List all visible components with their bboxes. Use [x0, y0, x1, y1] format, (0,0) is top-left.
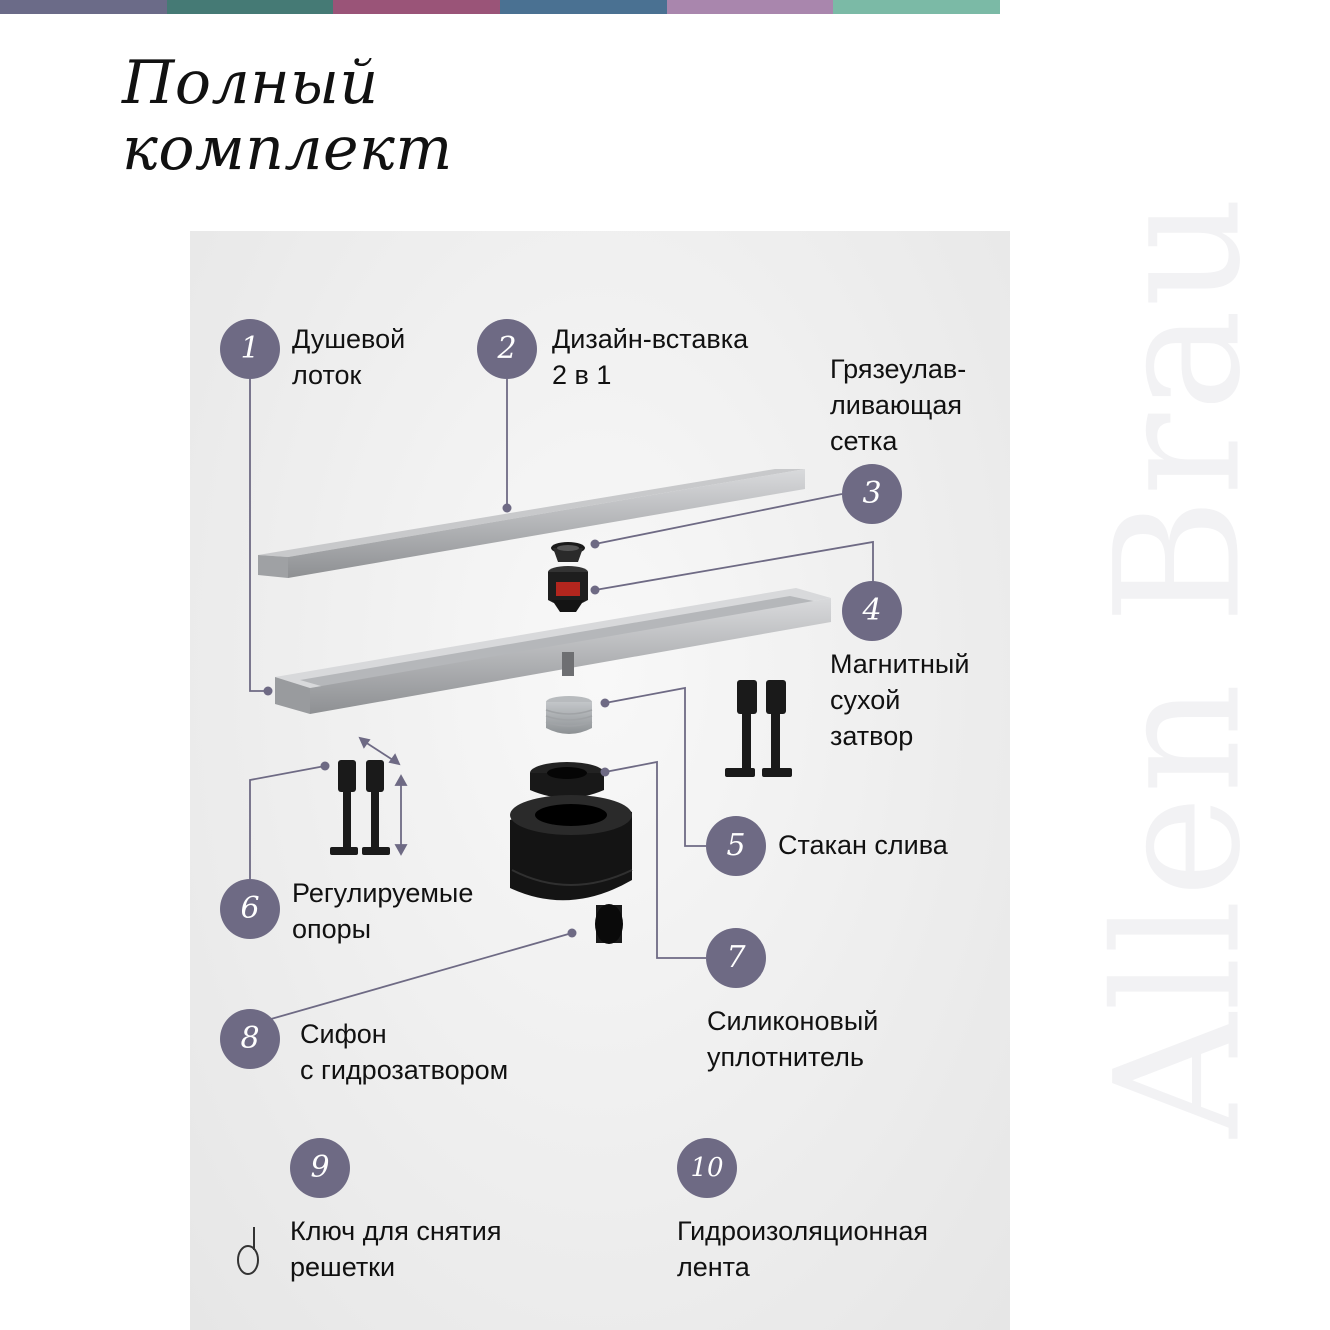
design-insert [258, 469, 805, 578]
label-line: лента [677, 1252, 750, 1282]
label-line: ливающая [830, 390, 962, 420]
label-magnetic-seal [830, 646, 969, 754]
badge-8: 8 [220, 1009, 280, 1069]
grate-key [238, 1227, 258, 1274]
badge-2: 2 [477, 319, 537, 379]
label-grate-key [290, 1213, 501, 1285]
label-line: с гидрозатвором [300, 1055, 509, 1085]
label-line: опоры [292, 914, 372, 944]
dirt-trap-mesh [551, 542, 585, 562]
drain-cup [546, 696, 592, 734]
label-drain-cup [778, 827, 948, 863]
label-line: лоток [292, 360, 362, 390]
label-line: 2 в 1 [552, 360, 612, 390]
label-line: Ключ для снятия [290, 1216, 502, 1246]
label-waterproofing-tape [677, 1213, 928, 1285]
label-line: уплотнитель [707, 1042, 864, 1072]
brand-watermark: Allen Brau [1077, 194, 1279, 1138]
label-line: Гидроизоляционная [677, 1216, 928, 1246]
magnetic-dry-seal [548, 566, 588, 612]
badge-9: 9 [290, 1138, 350, 1198]
adjust-arrows [360, 738, 406, 854]
silicone-seal [530, 762, 604, 798]
label-line: Регулируемые [292, 878, 474, 908]
label-line: Стакан слива [778, 830, 948, 860]
siphon [510, 795, 632, 944]
label-line: решетки [290, 1252, 396, 1282]
label-line: Душевой [292, 324, 406, 354]
title-line-1: Полный [122, 48, 379, 118]
label-line: Сифон [300, 1019, 387, 1049]
badge-3: 3 [842, 464, 902, 524]
badge-1: 1 [220, 319, 280, 379]
badge-7: 7 [706, 928, 766, 988]
label-line: сухой [830, 685, 901, 715]
badge-6: 6 [220, 879, 280, 939]
label-line: сетка [830, 426, 898, 456]
label-line: Дизайн-вставка [552, 324, 749, 354]
badge-10: 10 [677, 1138, 737, 1198]
label-silicone-seal [707, 1003, 878, 1075]
label-siphon [300, 1016, 508, 1088]
label-design-insert [552, 321, 748, 393]
adjustable-support-left [330, 760, 390, 855]
label-line: Грязеулав- [830, 354, 967, 384]
adjustable-support-right [725, 680, 792, 777]
label-line: Магнитный [830, 649, 970, 679]
badge-4: 4 [842, 581, 902, 641]
label-line: Силиконовый [707, 1006, 879, 1036]
label-shower-channel [292, 321, 405, 393]
label-adjustable-supports [292, 875, 473, 947]
badge-5: 5 [706, 816, 766, 876]
title-line-2: комплект [122, 114, 453, 184]
label-line: затвор [830, 721, 914, 751]
label-dirt-trap-mesh [830, 351, 966, 459]
